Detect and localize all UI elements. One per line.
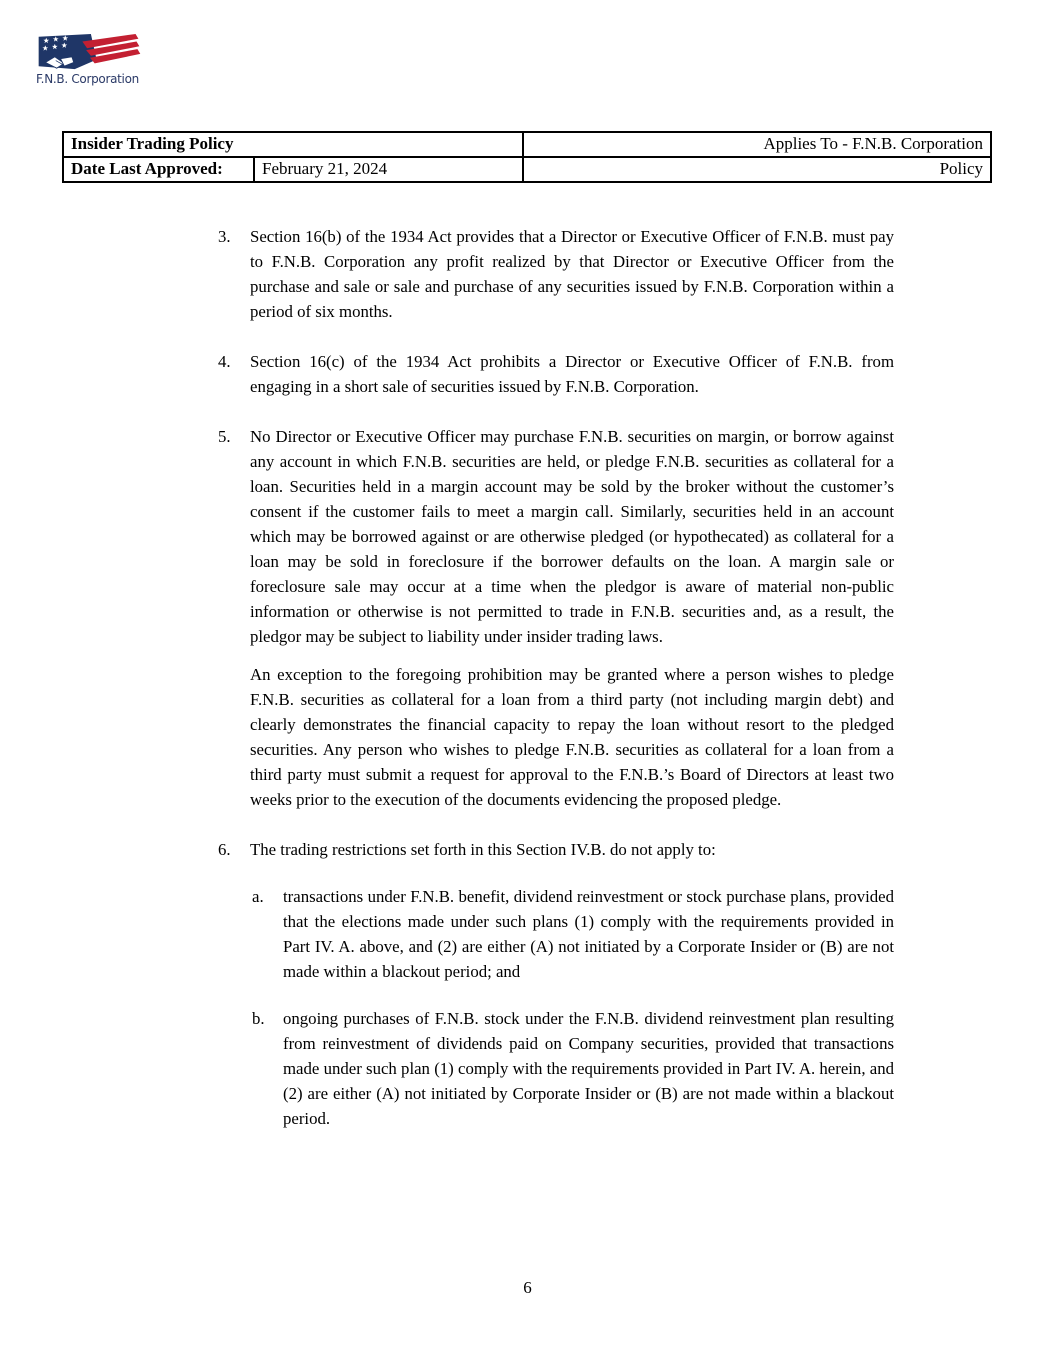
- item-number: 3.: [218, 227, 231, 246]
- item-paragraph: Section 16(b) of the 1934 Act provides that a Director or Executive Officer of F.N.B. must pay to F.N.B. Corporation any profit realized by that Director or Executive Officer from the purchase and sale or sale and purchase of any securities issued by F.N.B. Corporation within a period of six months.: [250, 227, 894, 321]
- list-subitem-b: [252, 1006, 894, 1131]
- doc-type-cell: Policy: [523, 157, 991, 182]
- subitem-letter: a.: [252, 887, 264, 906]
- applies-to-cell: Applies To - F.N.B. Corporation: [523, 132, 991, 157]
- list-item-4: [218, 349, 894, 399]
- item-number: 5.: [218, 427, 231, 446]
- subitem-text: transactions under F.N.B. benefit, dividend reinvestment or stock purchase plans, provided that the elections made under such plans (1) comply with the requirements provided in Part IV. A. above, and (2) are either (A) not initiated by a Corporate Insider or (B) are not made within a blackout period; and: [283, 887, 894, 981]
- policy-header-table: [62, 131, 992, 183]
- subitem-text: ongoing purchases of F.N.B. stock under the F.N.B. dividend reinvestment plan resulting from reinvestment of dividends paid on Company securities, provided that transactions made under such plan (1) comply with the requirements provided in Part IV. A. herein, and (2) are either (A) not initiated by Corporate Insider or (B) are not made within a blackout period.: [283, 1009, 894, 1128]
- fnb-logo: [36, 33, 146, 86]
- page-number: 6: [523, 1278, 532, 1297]
- item-paragraph: An exception to the foregoing prohibition may be granted where a person wishes to pledge F.N.B. securities as collateral for a loan from a third party (not including margin debt) and clearly demonstrates the financial capacity to repay the loan without resort to the pledged securities. Any person who wishes to pledge F.N.B. securities as collateral for a loan from a third party must submit a request for approval to the F.N.B.’s Board of Directors at least two weeks prior to the execution of the documents evidencing the proposed pledge.: [250, 665, 894, 809]
- list-item-5: [218, 424, 894, 812]
- date-last-approved-value: February 21, 2024: [254, 157, 523, 182]
- header-row-2: [63, 157, 991, 182]
- item-paragraph: Section 16(c) of the 1934 Act prohibits a Director or Executive Officer of F.N.B. from engaging in a short sale of securities issued by F.N.B. Corporation.: [250, 352, 894, 396]
- list-item-3: [218, 224, 894, 324]
- logo-company-name: F.N.B. Corporation: [36, 72, 139, 86]
- item-paragraph: No Director or Executive Officer may purchase F.N.B. securities on margin, or borrow against any account in which F.N.B. securities are held, or pledge F.N.B. securities as collateral for a loan. Securities held in a margin account may be sold by the broker without the customer’s consent if the customer fails to meet a margin call. Similarly, securities held in an account which may be borrowed against or are otherwise pledged (or hypothecated) as collateral for a loan may be sold in foreclosure if the borrower defaults on the loan. A margin sale or foreclosure sale may occur at a time when the pledgor is aware of material non-public information or otherwise is not permitted to trade in F.N.B. securities and, as a result, the pledgor may be subject to liability under insider trading laws.: [250, 427, 894, 646]
- item-number: 4.: [218, 352, 231, 371]
- item-number: 6.: [218, 840, 231, 859]
- fnb-flag-icon: [36, 33, 142, 71]
- item-paragraph: The trading restrictions set forth in this Section IV.B. do not apply to:: [250, 840, 716, 859]
- subitem-letter: b.: [252, 1009, 265, 1028]
- list-item-6: [218, 837, 894, 1131]
- document-body: [218, 224, 894, 1131]
- date-last-approved-label: Date Last Approved:: [63, 157, 254, 182]
- policy-title-cell: Insider Trading Policy: [63, 132, 523, 157]
- list-subitem-a: [252, 884, 894, 984]
- header-row-1: [63, 132, 991, 157]
